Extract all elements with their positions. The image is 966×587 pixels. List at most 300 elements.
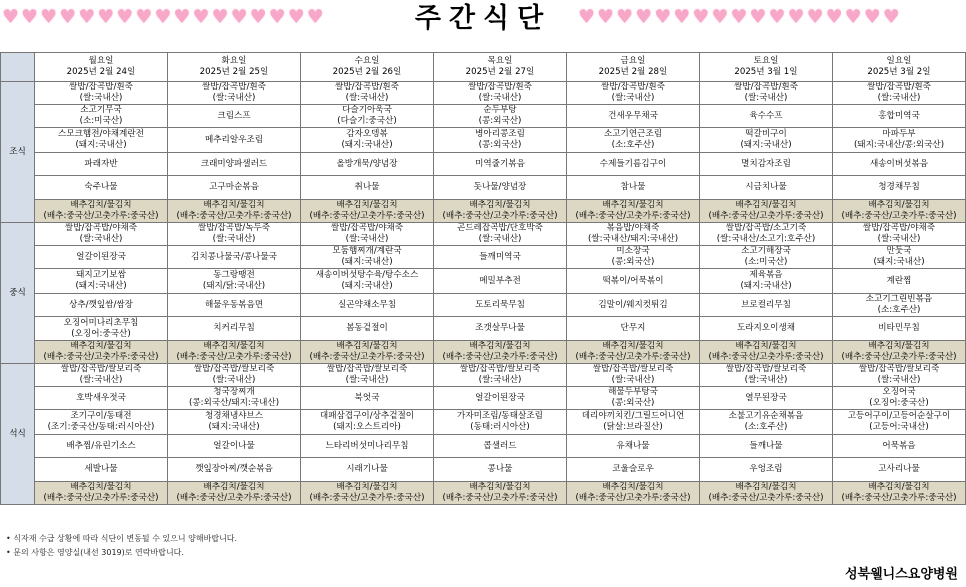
menu-item-text: 배추김치/물김치 [602, 482, 664, 492]
day-header [434, 53, 567, 82]
menu-item-text: 배추김치/물김치 [735, 341, 797, 351]
menu-item-text: 숙주나물 [84, 182, 118, 192]
menu-item-text: 청국장찌개 [213, 387, 255, 397]
menu-item-text: (동태:러시아산) [470, 422, 530, 432]
menu-row [1, 246, 966, 269]
menu-cell-main [567, 269, 700, 294]
day-header [700, 53, 833, 82]
menu-item-text: 조기구이/동태전 [70, 411, 132, 421]
menu-item-text: (쌀:국내산) [79, 375, 123, 385]
menu-item-text: (배추:중국산/고춧가루:중국산) [309, 211, 425, 221]
heart-icon: ♥ [654, 6, 672, 28]
menu-cell-rice [168, 364, 301, 387]
menu-item-text: 배추김치/물김치 [336, 482, 398, 492]
menu-cell-side1 [567, 435, 700, 458]
menu-item-text: 고등어구이/고등어순살구이 [847, 411, 951, 421]
menu-cell-side1 [700, 153, 833, 176]
menu-item-text: 제육볶음 [749, 270, 783, 280]
menu-item-text: 상추/깻잎쌈/쌈장 [69, 299, 133, 310]
heart-icon: ♥ [578, 6, 596, 28]
menu-item-text: (배추:중국산/고춧가루:중국산) [708, 352, 824, 362]
menu-item-text: 코울슬로우 [612, 464, 654, 474]
menu-item-text: (배추:중국산/고춧가루:중국산) [442, 211, 558, 221]
menu-cell-kimchi [833, 341, 966, 364]
weekly-menu-table [0, 52, 966, 505]
menu-cell-main [700, 410, 833, 435]
menu-item-text: (배추:중국산/고춧가루:중국산) [176, 493, 292, 503]
menu-cell-main [434, 410, 567, 435]
menu-cell-main [301, 269, 434, 294]
day-name: 화요일 [221, 56, 247, 66]
day-date: 2025년 2월 26일 [332, 67, 402, 77]
heart-icon: ♥ [616, 6, 634, 28]
menu-item-text: 쌀밥/잡곡밥/야채죽 [64, 223, 138, 233]
menu-item-text: (배추:중국산/고춧가루:중국산) [708, 211, 824, 221]
menu-item-text: 조갯살무나물 [475, 323, 525, 333]
menu-cell-kimchi [301, 341, 434, 364]
menu-cell-side1 [168, 435, 301, 458]
menu-cell-side1 [301, 294, 434, 317]
menu-item-text: (배추:중국산/고춧가루:중국산) [575, 211, 691, 221]
menu-row [1, 128, 966, 153]
menu-item-text: 배추김치/물김치 [203, 200, 265, 210]
menu-cell-main [700, 269, 833, 294]
menu-item-text: (쌀:국내산) [212, 93, 256, 103]
menu-item-text: (쌀:국내산) [345, 234, 389, 244]
menu-cell-side2 [833, 317, 966, 341]
menu-item-text: (배추:중국산/고춧가루:중국산) [43, 352, 159, 362]
menu-item-text: 쌀밥/잡곡밥/야채죽 [330, 223, 404, 233]
menu-item-text: (배추:중국산/고춧가루:중국산) [708, 493, 824, 503]
menu-cell-side1 [833, 435, 966, 458]
menu-cell-rice [434, 364, 567, 387]
menu-cell-side1 [434, 294, 567, 317]
menu-item-text: (쌀:국내산/돼지:국내산) [587, 234, 679, 244]
menu-item-text: (돼지:국내산) [740, 281, 792, 291]
heart-icon: ♥ [844, 6, 862, 28]
menu-item-text: (쌀:국내산) [345, 93, 389, 103]
menu-cell-side1 [301, 153, 434, 176]
menu-cell-main [567, 410, 700, 435]
menu-item-text: 병아리콩조림 [475, 129, 525, 139]
menu-cell-side1 [35, 153, 168, 176]
menu-cell-side1 [700, 294, 833, 317]
menu-item-text: (돼지:오스트리아) [333, 422, 401, 432]
menu-cell-side2 [301, 317, 434, 341]
day-header [567, 53, 700, 82]
day-header [168, 53, 301, 82]
menu-item-text: (소:미국산) [79, 116, 123, 126]
menu-item-text: (쌀:국내산) [478, 93, 522, 103]
menu-item-text: (배추:중국산/고춧가루:중국산) [575, 493, 691, 503]
menu-item-text: 쌀밥/잡곡밥/쌀보리죽 [858, 364, 940, 374]
menu-item-text: 배추김치/물김치 [70, 200, 132, 210]
heart-icon: ♥ [882, 6, 900, 28]
heart-icon: ♥ [825, 6, 843, 28]
menu-item-text: 배추김치/물김치 [203, 341, 265, 351]
menu-item-text: 미소장국 [616, 246, 650, 256]
menu-item-text: 소고기연근조림 [603, 129, 663, 139]
menu-cell-main [35, 128, 168, 153]
menu-item-text: 깻잎장아찌/깻순볶음 [195, 464, 273, 474]
menu-cell-side2 [567, 176, 700, 200]
menu-item-text: 새송이버섯볶음 [869, 158, 929, 169]
day-date: 2025년 3월 1일 [734, 67, 798, 77]
menu-item-text: (배추:중국산/고춧가루:중국산) [43, 211, 159, 221]
menu-item-text: 도토리묵무침 [475, 299, 525, 310]
menu-item-text: 배추김치/물김치 [336, 341, 398, 351]
menu-cell-main [567, 128, 700, 153]
day-name: 수요일 [354, 56, 380, 66]
menu-item-text: 모둠햄찌개/계란국 [332, 246, 402, 256]
menu-cell-soup [700, 387, 833, 410]
menu-row [1, 176, 966, 200]
menu-cell-rice [833, 223, 966, 246]
heart-icon: ♥ [268, 6, 286, 28]
menu-cell-kimchi [35, 341, 168, 364]
menu-cell-kimchi [434, 341, 567, 364]
day-date: 2025년 2월 24일 [66, 67, 136, 77]
menu-item-text: (소:미국산) [744, 257, 788, 267]
menu-item-text: 실곤약채소무침 [337, 299, 397, 310]
meal-label: 조식 [1, 82, 35, 223]
menu-cell-rice [700, 82, 833, 105]
corner-cell [1, 53, 35, 82]
menu-cell-side1 [35, 435, 168, 458]
menu-cell-side2 [700, 176, 833, 200]
menu-cell-main [700, 128, 833, 153]
heart-icon: ♥ [287, 6, 305, 28]
menu-cell-side2 [35, 458, 168, 482]
menu-cell-rice [434, 223, 567, 246]
menu-cell-side1 [168, 294, 301, 317]
menu-cell-rice [833, 364, 966, 387]
menu-item-text: 김치콩나물국/콩나물국 [191, 251, 277, 262]
heart-icon: ♥ [711, 6, 729, 28]
menu-item-text: (쌀:국내산) [744, 93, 788, 103]
menu-item-text: 돗나물/양념장 [473, 182, 527, 192]
menu-cell-main [35, 269, 168, 294]
menu-item-text: (콩:외국산/돼지:국내산) [188, 398, 280, 408]
menu-item-text: (배추:중국산/고춧가루:중국산) [442, 352, 558, 362]
menu-cell-side2 [168, 176, 301, 200]
heart-icon: ♥ [135, 6, 153, 28]
menu-item-text: 배추김치/물김치 [868, 200, 930, 210]
menu-item-text: 유채나물 [616, 440, 650, 451]
menu-cell-rice [700, 364, 833, 387]
menu-item-text: 육수수프 [749, 110, 783, 121]
menu-row [1, 341, 966, 364]
menu-item-text: 메밀부추전 [479, 275, 521, 286]
menu-row [1, 482, 966, 505]
menu-item-text: 데리야끼치킨/그릴드어니언 [581, 411, 685, 421]
menu-cell-main [434, 269, 567, 294]
menu-cell-side1 [168, 153, 301, 176]
menu-cell-side1 [700, 435, 833, 458]
menu-cell-kimchi [700, 200, 833, 223]
menu-cell-rice [434, 82, 567, 105]
menu-item-text: (배추:중국산/고춧가루:중국산) [575, 352, 691, 362]
menu-item-text: 해물우동볶음면 [204, 299, 264, 310]
header-row [1, 53, 966, 82]
menu-item-text: (쌀:국내산) [611, 93, 655, 103]
heart-icon: ♥ [116, 6, 134, 28]
menu-cell-side1 [35, 294, 168, 317]
menu-item-text: (배추:중국산/고춧가루:중국산) [841, 352, 957, 362]
menu-cell-rice [567, 364, 700, 387]
heart-icon: ♥ [192, 6, 210, 28]
menu-item-text: 치커리무침 [213, 323, 255, 333]
menu-item-text: (콩:외국산) [611, 257, 655, 267]
menu-item-text: 쌀밥/잡곡밥/흰죽 [867, 82, 931, 92]
menu-cell-side1 [301, 435, 434, 458]
menu-item-text: 얼갈이된장국 [76, 251, 126, 262]
menu-item-text: 스모크햄전/야채계란전 [58, 129, 144, 139]
day-name: 토요일 [753, 56, 779, 66]
menu-item-text: 만둣국 [886, 246, 912, 256]
menu-cell-side2 [567, 458, 700, 482]
heart-icon: ♥ [306, 6, 324, 28]
menu-item-text: (배추:중국산/고춧가루:중국산) [841, 493, 957, 503]
menu-item-text: 동그랑땡전 [213, 270, 255, 280]
menu-cell-rice [35, 364, 168, 387]
menu-item-text: 배추김치/물김치 [735, 200, 797, 210]
menu-item-text: 우엉조림 [749, 464, 783, 474]
menu-cell-rice [35, 82, 168, 105]
heart-icon: ♥ [230, 6, 248, 28]
menu-cell-side2 [301, 176, 434, 200]
menu-item-text: (쌀:국내산) [611, 375, 655, 385]
menu-cell-side2 [567, 317, 700, 341]
heart-icon: ♥ [692, 6, 710, 28]
menu-item-text: 시금치나물 [745, 182, 787, 192]
menu-cell-main [168, 410, 301, 435]
heart-icon: ♥ [597, 6, 615, 28]
day-header [833, 53, 966, 82]
menu-item-text: 단무지 [620, 323, 646, 333]
menu-item-text: 배추김치/물김치 [602, 341, 664, 351]
menu-cell-kimchi [35, 482, 168, 505]
day-date: 2025년 3월 2일 [867, 67, 931, 77]
menu-cell-rice [301, 223, 434, 246]
menu-item-text: (쌀:국내산) [79, 234, 123, 244]
menu-item-text: 참나물 [620, 182, 646, 192]
menu-item-text: (쌀:국내산) [877, 93, 921, 103]
menu-item-text: 쌀밥/잡곡밥/흰죽 [468, 82, 532, 92]
menu-row [1, 410, 966, 435]
menu-item-text: (쌀:국내산) [212, 375, 256, 385]
menu-item-text: 청경채무침 [878, 182, 920, 192]
heart-icon: ♥ [78, 6, 96, 28]
menu-row [1, 82, 966, 105]
menu-item-text: 배추김치/물김치 [602, 200, 664, 210]
menu-item-text: (쌀:국내산/소고기:호주산) [716, 234, 816, 244]
menu-item-text: (쌀:국내산) [212, 234, 256, 244]
menu-cell-soup [567, 105, 700, 128]
menu-row [1, 269, 966, 294]
menu-cell-main [833, 269, 966, 294]
menu-item-text: 봄동겉절이 [346, 323, 388, 333]
menu-item-text: 배추김치/물김치 [735, 482, 797, 492]
menu-cell-kimchi [301, 200, 434, 223]
menu-row [1, 364, 966, 387]
menu-item-text: 홍합미역국 [878, 110, 920, 121]
meal-label: 중식 [1, 223, 35, 364]
menu-item-text: 쌀밥/잡곡밥/쌀보리죽 [725, 364, 807, 374]
menu-cell-soup [168, 105, 301, 128]
menu-item-text: 해물두부탕국 [608, 387, 658, 397]
menu-item-text: 오징어미나리초무침 [63, 317, 139, 328]
menu-cell-soup [168, 246, 301, 269]
menu-item-text: 청경채냉샤브스 [204, 411, 264, 421]
menu-cell-kimchi [700, 482, 833, 505]
menu-item-text: 크래미양파샐러드 [200, 158, 268, 169]
menu-cell-kimchi [301, 482, 434, 505]
menu-item-text: 곤드레잡곡밥/단호박죽 [457, 223, 543, 233]
menu-cell-rice [700, 223, 833, 246]
menu-item-text: (배추:중국산/고춧가루:중국산) [442, 493, 558, 503]
menu-item-text: (돼지:국내산) [208, 422, 260, 432]
menu-item-text: 돼지고기보쌈 [76, 270, 126, 280]
menu-item-text: 얼갈이된장국 [475, 392, 525, 403]
menu-cell-kimchi [35, 200, 168, 223]
footnote-1: • 식자재 수급 상황에 따라 식단이 변동될 수 있으니 양해바랍니다. [6, 534, 238, 543]
menu-cell-side1 [833, 153, 966, 176]
menu-cell-side2 [168, 458, 301, 482]
heart-icon: ♥ [211, 6, 229, 28]
menu-item-text: (돼지/닭:국내산) [202, 281, 266, 291]
menu-row [1, 153, 966, 176]
heart-icon: ♥ [97, 6, 115, 28]
menu-cell-kimchi [434, 482, 567, 505]
menu-item-text: 배추김치/물김치 [469, 200, 531, 210]
menu-item-text: 계란찜 [886, 275, 912, 286]
menu-cell-soup [434, 246, 567, 269]
menu-row [1, 317, 966, 341]
page-title: 주간식단 [414, 3, 552, 34]
menu-item-text: 쌀밥/잡곡밥/흰죽 [601, 82, 665, 92]
day-header [301, 53, 434, 82]
menu-item-text: 콥샐러드 [483, 440, 517, 451]
menu-cell-soup [833, 246, 966, 269]
menu-item-text: 대패삼겹구이/상추겉절이 [319, 411, 415, 421]
menu-row [1, 200, 966, 223]
menu-item-text: 세발나물 [84, 464, 118, 474]
menu-cell-main [833, 410, 966, 435]
menu-item-text: 배추김치/물김치 [336, 200, 398, 210]
menu-item-text: (콩:외국산) [611, 398, 655, 408]
menu-item-text: 시래기나물 [346, 464, 388, 474]
menu-cell-main [35, 410, 168, 435]
menu-item-text: 들깨나물 [749, 440, 783, 451]
menu-item-text: 열무된장국 [745, 392, 787, 403]
menu-item-text: 쌀밥/잡곡밥/쌀보리죽 [326, 364, 408, 374]
menu-cell-kimchi [833, 482, 966, 505]
menu-cell-soup [700, 105, 833, 128]
day-name: 금요일 [620, 56, 646, 66]
day-header [35, 53, 168, 82]
menu-item-text: 쌀밥/잡곡밥/소고기죽 [725, 223, 807, 233]
heart-icon: ♥ [21, 6, 39, 28]
menu-item-text: (돼지:국내산/콩:외국산) [853, 140, 945, 150]
menu-item-text: (돼지:국내산) [341, 257, 393, 267]
menu-item-text: 쌀밥/잡곡밥/야채죽 [862, 223, 936, 233]
menu-item-text: 북엇국 [354, 392, 380, 403]
menu-item-text: 새송이버섯탕수육/탕수소스 [315, 270, 419, 280]
menu-item-text: 쌀밥/잡곡밥/쌀보리죽 [459, 364, 541, 374]
menu-cell-kimchi [567, 482, 700, 505]
menu-cell-soup [35, 387, 168, 410]
menu-row [1, 294, 966, 317]
menu-item-text: (오징어:중국산) [71, 328, 131, 339]
heart-icon: ♥ [806, 6, 824, 28]
menu-item-text: (돼지:국내산) [341, 281, 393, 291]
menu-cell-kimchi [434, 200, 567, 223]
menu-item-text: 고사리나물 [878, 464, 920, 474]
menu-row [1, 435, 966, 458]
menu-item-text: (돼지:국내산) [873, 257, 925, 267]
menu-cell-soup [567, 246, 700, 269]
menu-item-text: 소불고기유순채볶음 [728, 411, 804, 421]
menu-item-text: 쌀밥/잡곡밥/녹두죽 [197, 223, 271, 233]
menu-cell-side2 [168, 317, 301, 341]
menu-cell-rice [567, 82, 700, 105]
menu-item-text: (배추:중국산/고춧가루:중국산) [176, 211, 292, 221]
menu-item-text: 미역줄기볶음 [475, 158, 525, 169]
menu-cell-main [168, 269, 301, 294]
heart-icon: ♥ [249, 6, 267, 28]
menu-cell-soup [434, 387, 567, 410]
menu-item-text: (콩:외국산) [478, 140, 522, 150]
day-date: 2025년 2월 25일 [199, 67, 269, 77]
menu-item-text: 배추김치/물김치 [203, 482, 265, 492]
menu-cell-side1 [434, 435, 567, 458]
menu-cell-soup [833, 387, 966, 410]
menu-cell-side2 [700, 458, 833, 482]
heart-icon: ♥ [2, 6, 20, 28]
menu-cell-soup [301, 387, 434, 410]
menu-cell-main [833, 128, 966, 153]
meal-label: 석식 [1, 364, 35, 505]
hospital-name: 성북웰니스요양병원 [844, 567, 958, 582]
menu-cell-kimchi [168, 200, 301, 223]
menu-cell-soup [168, 387, 301, 410]
menu-item-text: 배추김치/물김치 [70, 482, 132, 492]
menu-item-text: (닭살:브라질산) [603, 422, 663, 432]
menu-cell-side2 [833, 458, 966, 482]
menu-item-text: (콩:외국산) [478, 116, 522, 126]
heart-icon: ♥ [749, 6, 767, 28]
menu-item-text: (쌀:국내산) [877, 375, 921, 385]
menu-item-text: (배추:중국산/고춧가루:중국산) [176, 352, 292, 362]
day-name: 일요일 [886, 56, 912, 66]
heart-icon: ♥ [768, 6, 786, 28]
menu-item-text: 쌀밥/잡곡밥/흰죽 [335, 82, 399, 92]
menu-item-text: (배추:중국산/고춧가루:중국산) [309, 352, 425, 362]
menu-cell-rice [168, 82, 301, 105]
menu-item-text: 멸치감자조림 [741, 158, 791, 169]
menu-item-text: 쌀밥/잡곡밥/쌀보리죽 [60, 364, 142, 374]
menu-item-text: 콩나물 [487, 464, 513, 474]
menu-row [1, 458, 966, 482]
menu-item-text: 김말이/웨지컷튀김 [598, 299, 668, 310]
menu-cell-side2 [301, 458, 434, 482]
day-name: 목요일 [487, 56, 513, 66]
menu-cell-side1 [833, 294, 966, 317]
menu-cell-rice [168, 223, 301, 246]
menu-item-text: (배추:중국산/고춧가루:중국산) [43, 493, 159, 503]
menu-item-text: (다슬기:중국산) [337, 116, 397, 126]
